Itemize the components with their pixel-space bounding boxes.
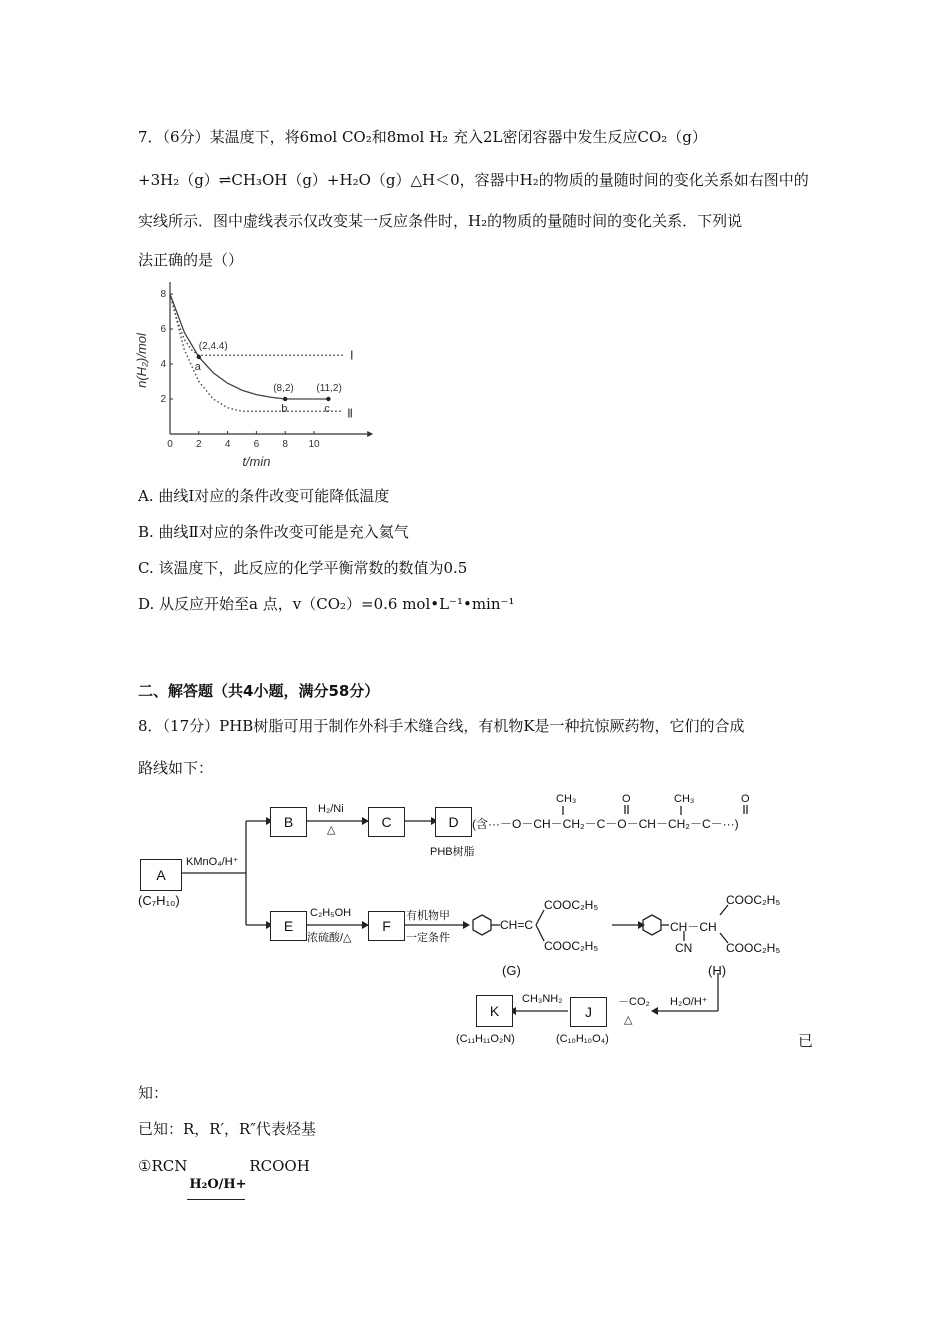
y-axis-label: n(H₂)/mol [134,333,149,388]
compound-b: B [270,807,307,837]
oxygen-2: O [741,793,750,805]
rule1-condition: H₂O/H+ [189,1177,247,1192]
reagent-co2: －CO₂ [618,996,650,1008]
point-coord-b: (8,2) [273,383,294,394]
g-label: (G) [502,963,521,978]
q7-line3: 实线所示．图中虚线表示仅改变某一反应条件时，H₂的物质的量随时间的变化关系．下列说 [138,212,743,230]
reagent-organic1: 有机物甲 [406,910,450,922]
ch3-1: CH₃ [556,793,577,805]
delta-1: △ [327,824,336,836]
y-tick-label: 8 [160,289,166,300]
section-heading: 二、解答题（共4小题，满分58分） [138,682,380,700]
point-coord-c: (11,2) [316,383,342,394]
reagent-h2o: H₂O/H⁺ [670,996,708,1008]
compound-d: D [435,807,472,837]
x-tick-label: 8 [282,439,288,450]
q7-line4: 法正确的是（） [138,251,244,269]
h-cn: CN [675,941,693,955]
compound-e: E [270,911,307,941]
j-formula: (C₁₀H₁₀O₄) [556,1033,609,1045]
x-axis-arrow [367,431,373,437]
point-label-a: a [194,361,201,373]
compound-a: A [140,859,182,891]
rule1 [138,1156,310,1192]
x-axis-label: t/min [242,454,271,469]
h2-time-chart [130,282,380,478]
g-ch: CH=C [500,918,534,932]
oxygen-1: O [622,793,631,805]
y-tick-label: 2 [160,394,166,405]
h-ch: CH－CH [670,920,717,934]
k-formula: (C₁₁H₁₁O₂N) [456,1033,515,1045]
reagent-conc: 浓硫酸/△ [307,932,352,944]
q7-option-c: C. 该温度下，此反应的化学平衡常数的数值为0.5 [138,559,468,577]
delta-2: △ [624,1014,633,1026]
yi-char: 已 [798,1032,814,1050]
q7-option-a: A. 曲线Ⅰ对应的条件改变可能降低温度 [138,487,390,505]
phb-label: PHB树脂 [430,846,475,858]
x-tick-label: 10 [308,439,320,450]
q7-option-b: B. 曲线Ⅱ对应的条件改变可能是充入氦气 [138,523,409,541]
q7-line1: 7．（6分）某温度下，将6mol CO₂和8mol H₂ 充入2L密闭容器中发生反应CO₂（g） [138,128,707,146]
point-label-c: c [324,403,330,415]
series-line-2 [170,294,343,355]
reagent-ch3nh2: CH₃NH₂ [522,993,563,1005]
h-cooet-2: COOC₂H₅ [726,941,781,955]
h-label: (H) [708,963,727,978]
x-tick-label: 0 [167,439,173,450]
curve-label-2: Ⅱ [347,406,354,421]
x-tick-label: 2 [196,439,202,450]
data-point-c [326,397,330,401]
compound-a-formula: (C₇H₁₀) [138,893,180,908]
rule1-arrow [187,1199,245,1200]
q8-line2: 路线如下： [138,759,214,777]
curve-label-1: Ⅰ [350,348,354,363]
q7-line2: +3H₂（g）⇌CH₃OH（g）+H₂O（g）△H＜0，容器中H₂的物质的量随时间的变化关系如右图中的 [138,171,809,189]
series-line-1 [170,294,328,399]
reagent-kmno4: KMnO₄/H⁺ [186,856,239,868]
h-cooet-1: COOC₂H₅ [726,893,781,907]
compound-c: C [368,807,405,837]
compound-f: F [368,911,405,941]
y-tick-label: 4 [160,359,166,370]
g-cooet-2: COOC₂H₅ [544,939,599,953]
rule1-lhs: ①RCN [138,1157,188,1175]
synthesis-scheme [130,785,830,1055]
zhi-text: 知： [138,1084,169,1102]
ch3-2: CH₃ [674,793,695,805]
reagent-h2ni: H₂/Ni [318,803,344,815]
reagent-organic2: 一定条件 [406,932,450,944]
x-tick-label: 6 [253,439,260,450]
phb-structure: (含···－O－CH－CH₂－C－O－CH－CH₂－C－···) [472,817,739,831]
data-point-a [197,355,201,359]
g-cooet-1: COOC₂H₅ [544,898,599,912]
point-label-b: b [281,403,288,415]
x-tick-label: 4 [224,439,231,450]
compound-j: J [570,997,607,1027]
known-line: 已知：R，R′，R″代表烃基 [138,1120,316,1138]
compound-k: K [476,995,513,1027]
rule1-rhs: RCOOH [249,1157,310,1175]
q8-line1: 8．（17分）PHB树脂可用于制作外科手术缝合线，有机物K是一种抗惊厥药物，它们的合成 [138,717,745,735]
point-coord-a: (2,4.4) [198,341,228,352]
y-tick-label: 6 [160,324,166,335]
data-point-b [283,397,287,401]
reagent-c2h5oh: C₂H₅OH [310,907,352,919]
q7-option-d: D. 从反应开始至a 点，v（CO₂）=0.6 mol•L⁻¹•min⁻¹ [138,595,515,613]
